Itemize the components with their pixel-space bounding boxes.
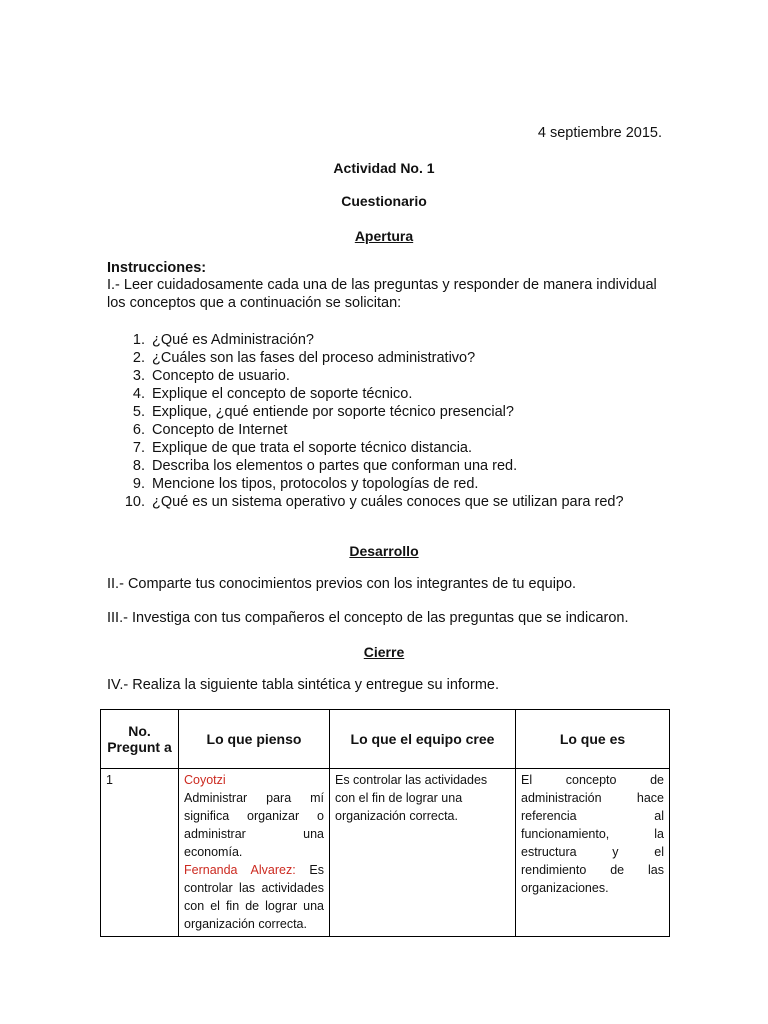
list-item-text: Explique de que trata el soporte técnico distancia. <box>152 440 473 456</box>
list-item-number: 6. <box>132 422 145 438</box>
list-item-text: ¿Cuáles son las fases del proceso administrativo? <box>152 350 476 366</box>
document-date: 4 septiembre 2015. <box>537 125 662 141</box>
list-item-number: 5. <box>132 404 145 420</box>
list-item-text: Describa los elementos o partes que conforman una red. <box>152 458 518 474</box>
list-item <box>107 349 624 367</box>
paragraph-iv: IV.- Realiza la siguiente tabla sintética y entregue su informe. <box>107 677 499 693</box>
list-item-text: Concepto de Internet <box>152 422 288 438</box>
list-item <box>107 403 624 421</box>
author-name: Coyotzi <box>184 773 226 787</box>
list-item-text: ¿Qué es un sistema operativo y cuáles conoces que se utilizan para red? <box>152 494 624 510</box>
section-heading-desarrollo: Desarrollo <box>349 543 419 559</box>
paragraph-ii: II.- Comparte tus conocimientos previos con los integrantes de tu equipo. <box>107 576 577 592</box>
list-item-text: Concepto de usuario. <box>152 368 290 384</box>
paragraph-iii: III.- Investiga con tus compañeros el concepto de las preguntas que se indicaron. <box>107 610 629 626</box>
section-heading-cierre: Cierre <box>363 644 405 660</box>
table-row <box>101 769 670 937</box>
author-answer: Administrar para mí significa organizar o administrar una economía. <box>184 791 324 859</box>
list-item <box>107 367 624 385</box>
list-item <box>107 475 624 493</box>
list-item-text: ¿Qué es Administración? <box>152 332 314 348</box>
column-header-team-belief: Lo que el equipo cree <box>330 710 516 769</box>
list-item-number: 7. <box>132 440 145 456</box>
list-item-number: 2. <box>132 350 145 366</box>
cell-question-number: 1 <box>101 769 179 937</box>
table-header-row <box>101 710 670 769</box>
list-item <box>107 439 624 457</box>
list-item-text: Explique, ¿qué entiende por soporte técnico presencial? <box>152 404 514 420</box>
activity-title: Actividad No. 1 <box>333 160 435 176</box>
document-subtitle: Cuestionario <box>341 193 427 209</box>
list-item-number: 4. <box>132 386 145 402</box>
list-item-text: Explique el concepto de soporte técnico. <box>152 386 413 402</box>
list-item <box>107 385 624 403</box>
list-item-number: 9. <box>132 476 145 492</box>
cell-what-i-think <box>179 769 330 937</box>
list-item <box>107 493 624 511</box>
column-header-question-number: No. Pregunt a <box>101 710 179 769</box>
column-header-what-it-is: Lo que es <box>516 710 670 769</box>
instructions-text: I.- Leer cuidadosamente cada una de las preguntas y responder de manera individual los conceptos que a continuación se solicitan: <box>107 277 657 311</box>
list-item-number: 10. <box>124 494 145 510</box>
synthesis-table <box>100 709 670 937</box>
list-item-number: 8. <box>132 458 145 474</box>
list-item <box>107 421 624 439</box>
question-list <box>107 331 624 511</box>
list-item-number: 3. <box>132 368 145 384</box>
list-item-text: Mencione los tipos, protocolos y topologías de red. <box>152 476 479 492</box>
list-item-number: 1. <box>132 332 145 348</box>
author-answer: Es controlar las actividades con el fin de lograr una organización correcta. <box>184 863 325 931</box>
column-header-what-i-think: Lo que pienso <box>179 710 330 769</box>
section-heading-apertura: Apertura <box>354 228 414 244</box>
instructions-title: Instrucciones: <box>107 260 207 276</box>
cell-what-it-is: El concepto de administración hace referencia al funcionamiento, la estructura y el rendimiento de las organizaciones. <box>516 769 670 937</box>
cell-team-belief: Es controlar las actividades con el fin de lograr una organización correcta. <box>330 769 516 937</box>
list-item <box>107 331 624 349</box>
list-item <box>107 457 624 475</box>
author-name: Fernanda Alvarez: <box>184 863 296 877</box>
